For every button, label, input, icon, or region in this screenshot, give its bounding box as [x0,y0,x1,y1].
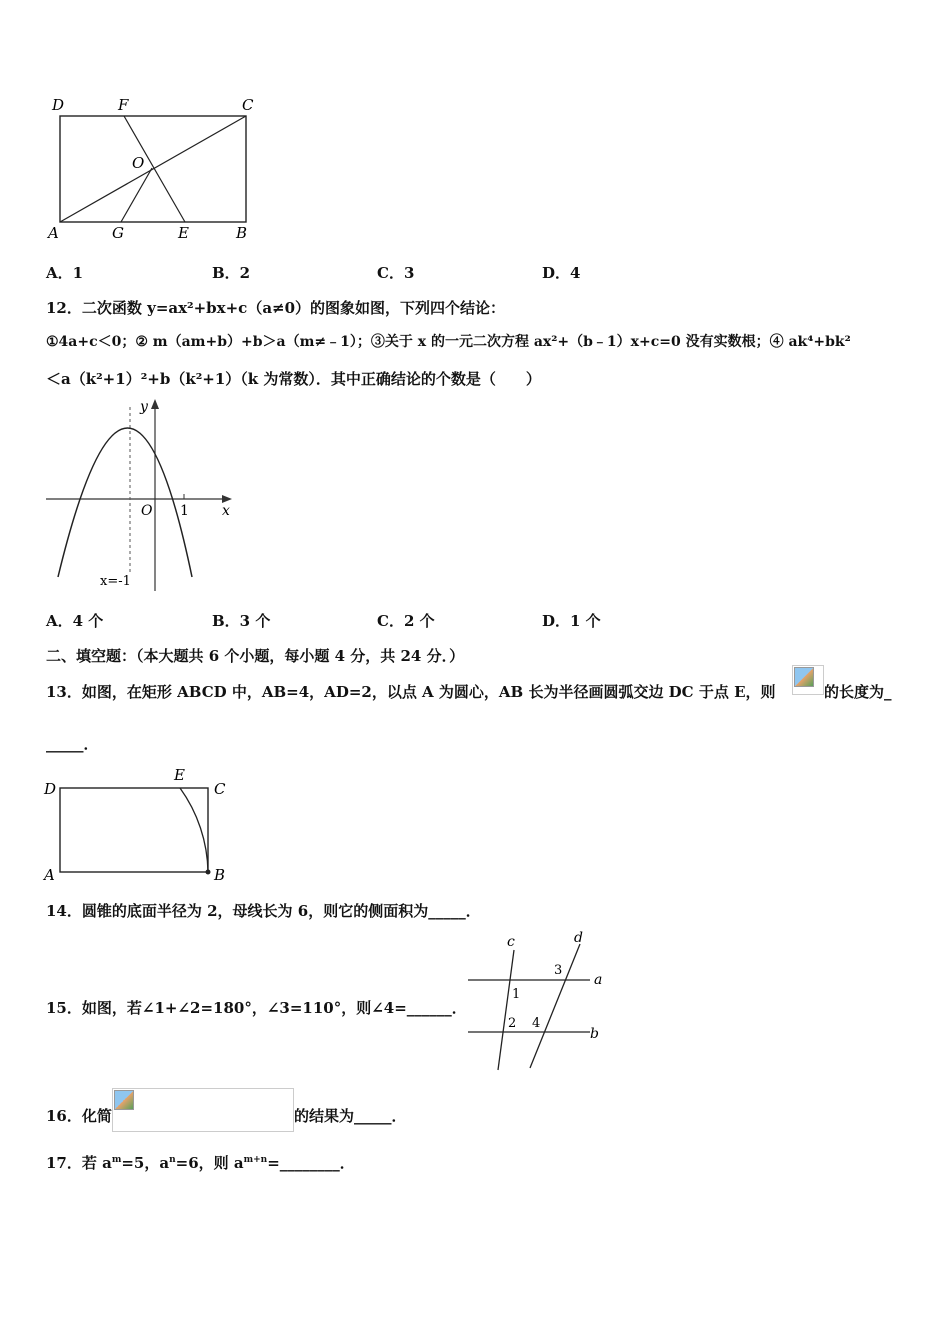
label-B: B [214,866,226,884]
label-E: E [178,224,189,242]
broken-image-icon [794,667,814,687]
q13-rectangle-arc-figure [42,764,232,886]
q12-stem: 12．二次函数 y=ax²+bx+c（a≠0）的图象如图，下列四个结论： [46,299,506,317]
label-c: c [507,934,515,950]
q12-option-d: D．1 个 [542,612,601,630]
angle-4: 4 [532,1016,541,1031]
section-title: 二、填空题：（本大题共 6 个小题，每小题 4 分，共 24 分．） [46,647,465,665]
q17-part-c: =6，则 a [175,1154,244,1172]
q12-conclusions: ①4a+c＜0；② m（am+b）+b＞a（m≠﹣1）；③关于 x 的一元二次方程 ax²+（b﹣1）x+c=0 没有实数根；④ ak⁴+bk² [46,334,851,350]
q17-text [46,1152,355,1173]
label-d: d [574,930,583,946]
q11-rectangle-figure [44,92,264,247]
label-D: D [44,780,57,798]
q17-part-b: =5，a [121,1154,170,1172]
q16-expression-image [112,1088,294,1132]
q13-blank: _____． [46,735,99,753]
q11-option-d: D．4 [542,264,581,282]
q13-arc-image [792,665,824,695]
q11-option-a: A．1 [46,264,84,282]
angle-3: 3 [554,963,563,978]
q13-text-before: 13．如图，在矩形 ABCD 中，AB=4，AD=2，以点 A 为圆心，AB 长为半径画圆弧交边 DC 于点 E，则 [46,683,776,701]
q16-prefix: 16．化简 [46,1107,112,1125]
broken-image-icon [114,1090,134,1110]
angle-2: 2 [508,1016,517,1031]
q12-option-c: C．2 个 [377,612,435,630]
q17-sup-mn: m+n [243,1155,268,1165]
label-D: D [52,96,65,114]
label-E: E [174,766,185,784]
q17-sup-m: m [111,1155,122,1165]
label-O: O [132,154,145,172]
label-C: C [214,780,226,798]
q17-sup-n: n [169,1155,176,1165]
q11-option-c: C．3 [377,264,415,282]
label-C: C [242,96,254,114]
label-A: A [48,224,59,242]
label-F: F [118,96,129,114]
q14-text: 14．圆锥的底面半径为 2，母线长为 6，则它的侧面积为_____． [46,902,481,920]
graph-label-y: y [140,399,148,415]
q12-option-a: A．4 个 [46,612,104,630]
graph-label-one: 1 [180,503,189,519]
label-B: B [236,224,248,242]
q16-suffix: 的结果为_____． [294,1107,407,1125]
label-b: b [590,1026,599,1042]
angle-1: 1 [512,987,521,1002]
q15-text: 15．如图，若∠1+∠2=180°，∠3=110°，则∠4=______． [46,999,467,1017]
q17-part-a: 17．若 a [46,1154,112,1172]
q12-parabola-graph [42,395,237,595]
q12-question: ＜a（k²+1）²+b（k²+1）（k 为常数）．其中正确结论的个数是（ ） [46,370,541,388]
graph-label-axis: x=-1 [100,574,131,589]
q12-option-b: B．3 个 [212,612,271,630]
label-A: A [44,866,55,884]
label-a: a [594,972,603,988]
label-G: G [112,224,124,242]
q15-parallel-lines-figure [462,926,612,1076]
graph-label-origin: O [141,503,153,519]
q13-text-after: 的长度为_ [824,683,892,701]
q17-part-d: =________． [267,1154,355,1172]
graph-label-x: x [222,503,230,519]
q11-option-b: B．2 [212,264,251,282]
